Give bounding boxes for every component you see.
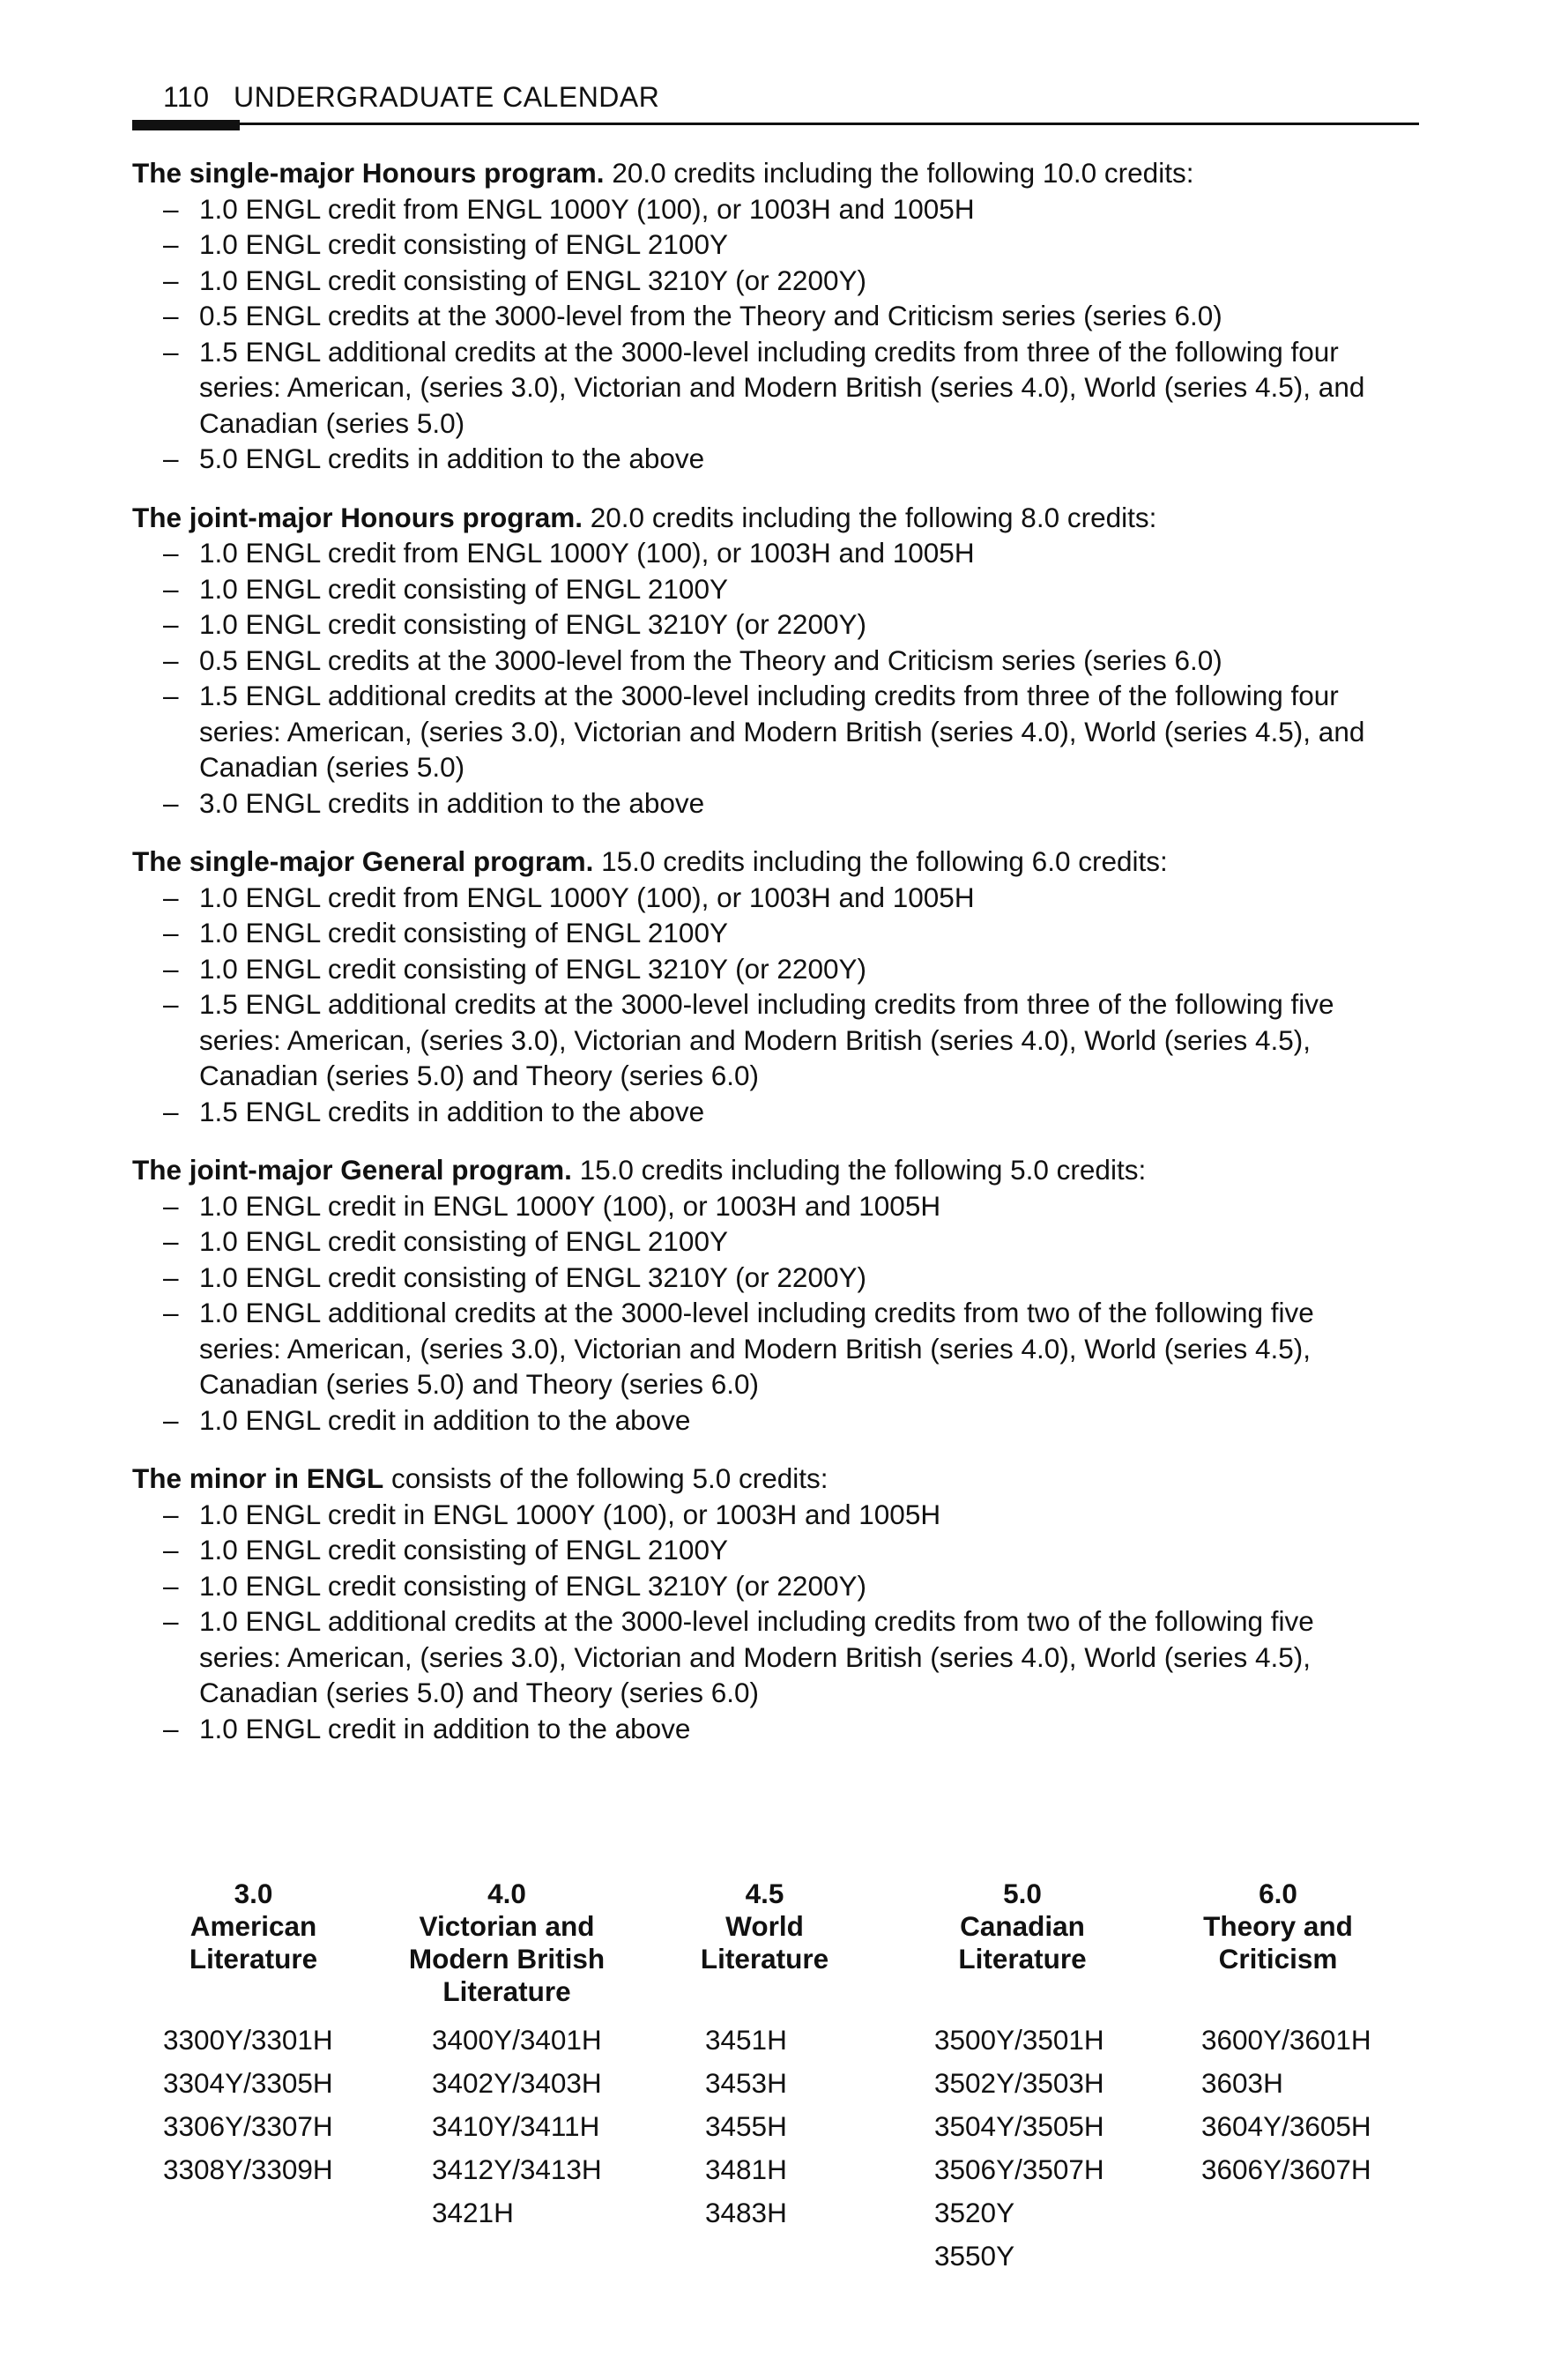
section-description: 20.0 credits including the following 10.0 credits:	[604, 157, 1194, 189]
requirement-item	[132, 191, 1401, 227]
dash-bullet: –	[163, 1297, 179, 1328]
requirement-text: 5.0 ENGL credits in addition to the above	[199, 443, 705, 474]
requirement-item	[132, 441, 1401, 477]
dash-bullet: –	[163, 1095, 179, 1127]
section-lead	[132, 1461, 1401, 1497]
dash-bullet: –	[163, 643, 179, 676]
series-name-line: Canadian	[960, 1910, 1085, 1942]
requirement-text: 1.0 ENGL credit in addition to the above	[199, 1712, 691, 1744]
dash-bullet: –	[163, 192, 179, 225]
dash-bullet: –	[163, 608, 179, 640]
section-description: 15.0 credits including the following 5.0 credits:	[571, 1154, 1147, 1186]
requirement-item	[132, 951, 1401, 987]
dash-bullet: –	[163, 1189, 179, 1222]
requirement-item	[132, 986, 1401, 1094]
program-section	[132, 155, 1401, 477]
course-code: 3308Y/3309H	[163, 2153, 333, 2185]
requirement-text: 1.0 ENGL credit consisting of ENGL 2100Y	[199, 228, 728, 260]
requirement-item	[132, 915, 1401, 951]
section-title: The minor in ENGL	[132, 1462, 384, 1494]
requirement-text: 1.0 ENGL additional credits at the 3000-level including credits from two of the following five series: American, (series 3.0), Victorian and Modern British (series 4.0), World (series 4.5), Canadian (series 5.0) and Theory (series 6.0)	[199, 1297, 1314, 1400]
section-lead	[132, 500, 1401, 536]
course-code: 3500Y/3501H	[934, 2024, 1104, 2056]
requirement-item	[132, 298, 1401, 334]
series-heading	[890, 1878, 1155, 2019]
program-section	[132, 844, 1401, 1129]
program-section	[132, 1152, 1401, 1438]
series-heading	[132, 1878, 375, 2019]
course-code: 3606Y/3607H	[1201, 2153, 1371, 2185]
requirement-list	[132, 1497, 1401, 1747]
series-column	[639, 1878, 890, 2278]
program-section	[132, 500, 1401, 822]
requirement-item	[132, 535, 1401, 571]
course-code: 3410Y/3411H	[432, 2110, 600, 2142]
course-code: 3550Y	[934, 2240, 1015, 2272]
course-list	[639, 2019, 890, 2235]
series-columns	[132, 1878, 1401, 2278]
requirement-text: 1.0 ENGL credit consisting of ENGL 3210Y (or 2200Y)	[199, 1569, 866, 1602]
dash-bullet: –	[163, 680, 179, 711]
requirement-list	[132, 1188, 1401, 1439]
course-code: 3300Y/3301H	[163, 2024, 333, 2056]
dash-bullet: –	[163, 572, 179, 605]
requirement-text: 1.0 ENGL credit consisting of ENGL 3210Y (or 2200Y)	[199, 264, 866, 296]
series-name-line: Modern British	[408, 1943, 606, 1975]
requirement-text: 1.0 ENGL credit consisting of ENGL 2100Y	[199, 1225, 728, 1257]
course-code: 3455H	[705, 2110, 787, 2142]
requirement-list	[132, 880, 1401, 1130]
requirement-list	[132, 535, 1401, 821]
course-code: 3451H	[705, 2024, 787, 2056]
requirement-list	[132, 191, 1401, 477]
requirement-text: 1.0 ENGL credit from ENGL 1000Y (100), or 1003H and 1005H	[199, 192, 975, 225]
course-code: 3604Y/3605H	[1201, 2110, 1371, 2142]
requirement-text: 1.0 ENGL credit consisting of ENGL 3210Y (or 2200Y)	[199, 1261, 866, 1293]
series-number: 4.0	[487, 1878, 526, 1909]
section-lead	[132, 1152, 1401, 1188]
series-number: 4.5	[745, 1878, 784, 1909]
requirement-item	[132, 1568, 1401, 1604]
dash-bullet: –	[163, 1712, 179, 1744]
series-table	[132, 1878, 1401, 2278]
course-code: 3400Y/3401H	[432, 2024, 602, 2056]
dash-bullet: –	[163, 300, 179, 331]
requirement-item	[132, 1223, 1401, 1260]
series-heading	[639, 1878, 890, 2019]
dash-bullet: –	[163, 1403, 179, 1436]
course-code: 3304Y/3305H	[163, 2067, 333, 2099]
requirement-text: 1.0 ENGL credit from ENGL 1000Y (100), or 1003H and 1005H	[199, 537, 975, 569]
section-description: 20.0 credits including the following 8.0 credits:	[583, 501, 1157, 533]
requirement-item	[132, 334, 1401, 442]
dash-bullet: –	[163, 443, 179, 474]
requirement-text: 1.0 ENGL credit consisting of ENGL 2100Y	[199, 572, 728, 605]
course-code: 3504Y/3505H	[934, 2110, 1104, 2142]
program-requirements	[132, 155, 1401, 1769]
dash-bullet: –	[163, 786, 179, 819]
dash-bullet: –	[163, 264, 179, 296]
requirement-text: 1.5 ENGL additional credits at the 3000-level including credits from three of the following five series: American, (series 3.0), Victorian and Modern British (series 4.0), World (series 4.5), Canadian (series 5.0) and Theory (series 6.0)	[199, 988, 1334, 1091]
section-lead	[132, 155, 1401, 191]
requirement-item	[132, 785, 1401, 822]
requirement-text: 1.0 ENGL credit consisting of ENGL 2100Y	[199, 1534, 728, 1566]
requirement-item	[132, 1295, 1401, 1402]
requirement-item	[132, 1711, 1401, 1747]
series-number: 6.0	[1259, 1878, 1297, 1909]
course-list	[375, 2019, 639, 2235]
requirement-item	[132, 1188, 1401, 1224]
course-code: 3306Y/3307H	[163, 2110, 333, 2142]
running-header	[132, 81, 1419, 114]
requirement-text: 3.0 ENGL credits in addition to the above	[199, 786, 705, 819]
requirement-text: 1.0 ENGL credit consisting of ENGL 3210Y (or 2200Y)	[199, 608, 866, 640]
section-title: The joint-major Honours program.	[132, 501, 583, 533]
requirement-item	[132, 1603, 1401, 1711]
header-title: UNDERGRADUATE CALENDAR	[234, 81, 660, 113]
series-name-line: Literature	[958, 1943, 1087, 1975]
course-list	[132, 2019, 375, 2191]
requirement-item	[132, 227, 1401, 263]
dash-bullet: –	[163, 228, 179, 260]
series-name-line: Victorian and	[419, 1910, 595, 1942]
dash-bullet: –	[163, 1534, 179, 1566]
requirement-text: 1.0 ENGL additional credits at the 3000-level including credits from two of the following five series: American, (series 3.0), Victorian and Modern British (series 4.0), World (series 4.5), Canadian (series 5.0) and Theory (series 6.0)	[199, 1605, 1314, 1708]
course-code: 3483H	[705, 2197, 787, 2228]
requirement-item	[132, 678, 1401, 785]
requirement-item	[132, 1497, 1401, 1533]
course-code: 3600Y/3601H	[1201, 2024, 1371, 2056]
section-title: The single-major Honours program.	[132, 157, 605, 189]
course-code: 3502Y/3503H	[934, 2067, 1104, 2099]
series-column	[890, 1878, 1155, 2278]
requirement-text: 1.0 ENGL credit consisting of ENGL 3210Y (or 2200Y)	[199, 952, 866, 985]
series-name-line: Literature	[189, 1943, 318, 1975]
series-name-line: Theory and	[1203, 1910, 1353, 1942]
section-description: 15.0 credits including the following 6.0 credits:	[593, 845, 1168, 877]
page-number: 110	[163, 81, 210, 113]
series-heading	[1155, 1878, 1401, 2019]
course-code: 3520Y	[934, 2197, 1015, 2228]
header-rule	[132, 123, 1419, 125]
dash-bullet: –	[163, 917, 179, 948]
dash-bullet: –	[163, 1569, 179, 1602]
course-code: 3412Y/3413H	[432, 2153, 602, 2185]
dash-bullet: –	[163, 881, 179, 913]
header-tab	[132, 120, 240, 130]
requirement-text: 1.0 ENGL credit in ENGL 1000Y (100), or 1003H and 1005H	[199, 1498, 941, 1530]
requirement-item	[132, 571, 1401, 607]
dash-bullet: –	[163, 1605, 179, 1637]
dash-bullet: –	[163, 952, 179, 985]
requirement-text: 1.0 ENGL credit from ENGL 1000Y (100), or 1003H and 1005H	[199, 881, 975, 913]
dash-bullet: –	[163, 1225, 179, 1257]
dash-bullet: –	[163, 1498, 179, 1530]
series-heading	[375, 1878, 639, 2019]
requirement-item	[132, 606, 1401, 643]
requirement-text: 1.5 ENGL credits in addition to the above	[199, 1095, 705, 1127]
requirement-text: 1.0 ENGL credit in ENGL 1000Y (100), or 1003H and 1005H	[199, 1189, 941, 1222]
program-section	[132, 1461, 1401, 1746]
section-title: The single-major General program.	[132, 845, 594, 877]
course-code: 3506Y/3507H	[934, 2153, 1104, 2185]
series-name-line: Criticism	[1218, 1943, 1338, 1975]
requirement-text: 0.5 ENGL credits at the 3000-level from the Theory and Criticism series (series 6.0)	[199, 643, 1222, 676]
series-name-line: Literature	[442, 1975, 571, 2007]
series-column	[375, 1878, 639, 2278]
course-code: 3481H	[705, 2153, 787, 2185]
requirement-text: 1.5 ENGL additional credits at the 3000-level including credits from three of the following four series: American, (series 3.0), Victorian and Modern British (series 4.0), World (series 4.5), and Canadian (series 5.0)	[199, 335, 1365, 439]
requirement-item	[132, 263, 1401, 299]
course-code: 3421H	[432, 2197, 514, 2228]
series-name-line: World	[725, 1910, 804, 1942]
series-name-line: American	[189, 1910, 317, 1942]
requirement-item	[132, 1094, 1401, 1130]
section-lead	[132, 844, 1401, 880]
requirement-item	[132, 1532, 1401, 1568]
series-number: 3.0	[234, 1878, 273, 1909]
course-code: 3453H	[705, 2067, 787, 2099]
section-title: The joint-major General program.	[132, 1154, 572, 1186]
dash-bullet: –	[163, 335, 179, 368]
requirement-text: 0.5 ENGL credits at the 3000-level from the Theory and Criticism series (series 6.0)	[199, 300, 1222, 331]
requirement-text: 1.5 ENGL additional credits at the 3000-level including credits from three of the following four series: American, (series 3.0), Victorian and Modern British (series 4.0), World (series 4.5), and Canadian (series 5.0)	[199, 680, 1365, 783]
dash-bullet: –	[163, 1261, 179, 1293]
requirement-item	[132, 1260, 1401, 1296]
course-list	[890, 2019, 1155, 2278]
requirement-item	[132, 1402, 1401, 1439]
series-column	[1155, 1878, 1401, 2278]
series-column	[132, 1878, 375, 2278]
course-code: 3402Y/3403H	[432, 2067, 602, 2099]
series-name-line: Literature	[700, 1943, 829, 1975]
series-number: 5.0	[1003, 1878, 1042, 1909]
requirement-item	[132, 880, 1401, 916]
course-list	[1155, 2019, 1401, 2191]
course-code: 3603H	[1201, 2067, 1283, 2099]
section-description: consists of the following 5.0 credits:	[383, 1462, 829, 1494]
dash-bullet: –	[163, 537, 179, 569]
requirement-text: 1.0 ENGL credit consisting of ENGL 2100Y	[199, 917, 728, 948]
requirement-item	[132, 643, 1401, 679]
requirement-text: 1.0 ENGL credit in addition to the above	[199, 1403, 691, 1436]
dash-bullet: –	[163, 988, 179, 1020]
